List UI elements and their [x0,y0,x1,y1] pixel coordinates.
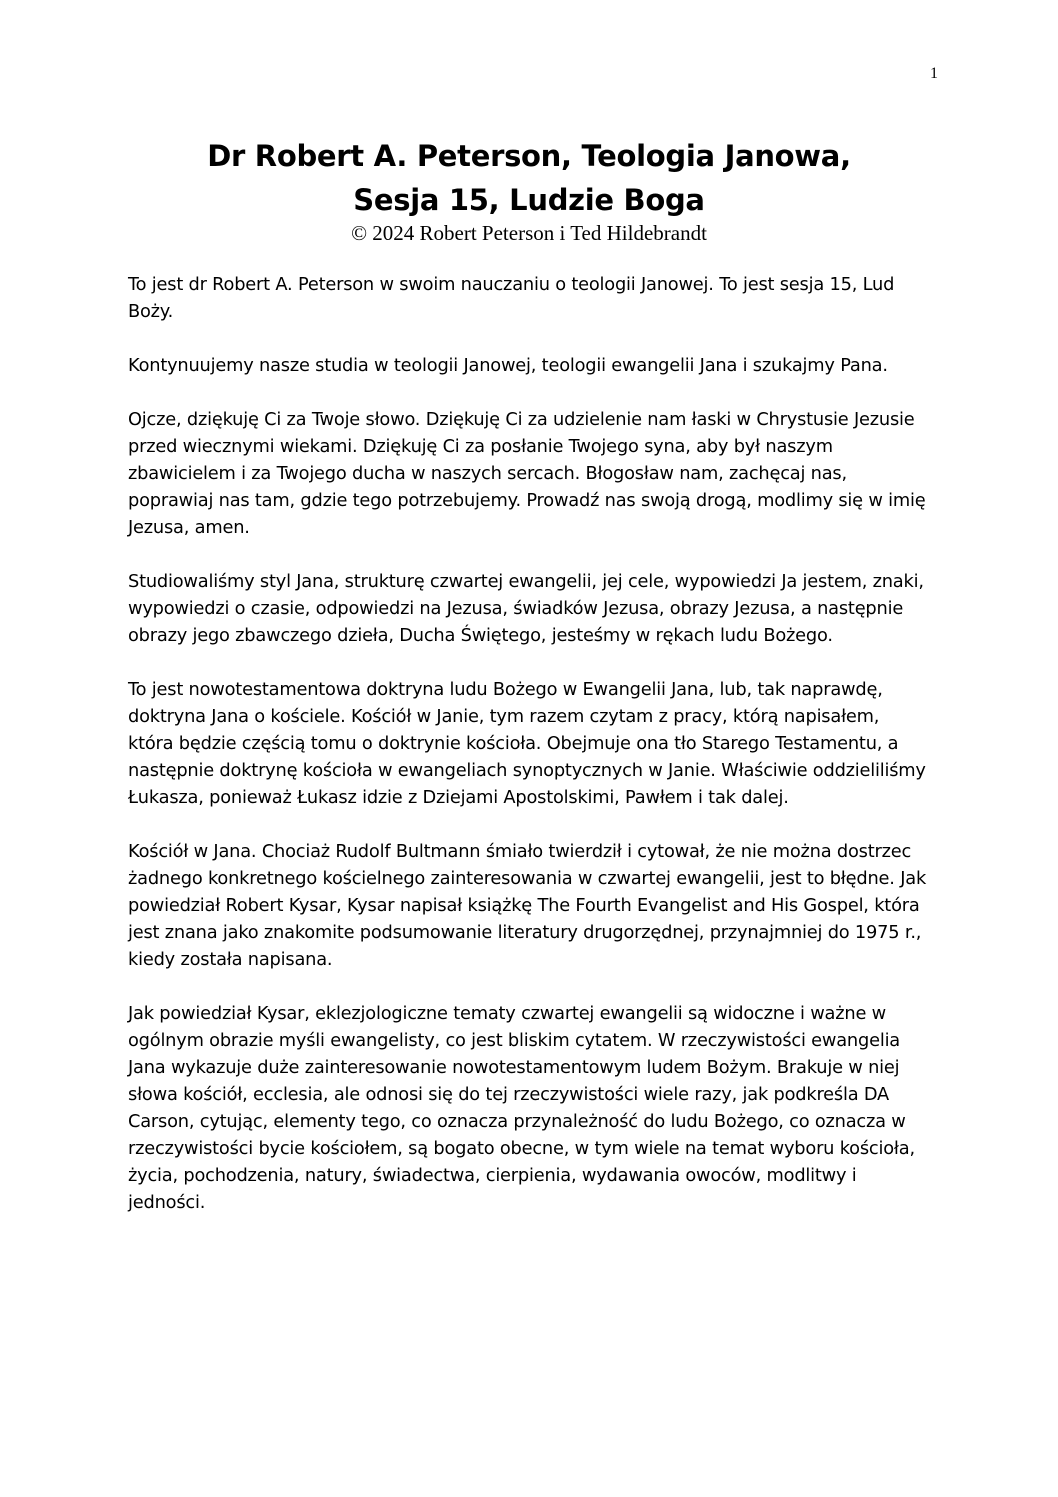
paragraph-church-in-john: Kościół w Jana. Chociaż Rudolf Bultmann śmiało twierdził i cytował, że nie można dostrzec żadnego konkretnego kościelnego zainteresowania w czwartej ewangelii, jest to błędne. Jak powiedział Robert Kysar, Kysar napisał książkę The Fourth Evangelist and His Gospel, która jest znana jako znakomite podsumowanie literatury drugorzędnej, przynajmniej do 1975 r., kiedy została napisana. [128,841,927,970]
page-number: 1 [930,65,938,82]
document-title-line-1: Dr Robert A. Peterson, Teologia Janowa, [207,139,851,173]
paragraph-prayer: Ojcze, dziękuję Ci za Twoje słowo. Dziękuję Ci za udzielenie nam łaski w Chrystusie Jezusie przed wiecznymi wiekami. Dziękuję Ci za posłanie Twojego syna, aby był naszym zbawicielem i za Twojego ducha w naszych sercach. Błogosław nam, zachęcaj nas, poprawiaj nas tam, gdzie tego potrzebujemy. Prowadź nas swoją drogą, modlimy się w imię Jezusa, amen. [128,409,926,538]
copyright-notice: © 2024 Robert Peterson i Ted Hildebrandt [351,221,707,245]
paragraph-intro: To jest dr Robert A. Peterson w swoim nauczaniu o teologii Janowej. To jest sesja 15, Lud Boży. [128,274,895,322]
paragraph-review: Studiowaliśmy styl Jana, strukturę czwartej ewangelii, jej cele, wypowiedzi Ja jestem, znaki, wypowiedzi o czasie, odpowiedzi na Jezusa, świadków Jezusa, obrazy Jezusa, a następnie obrazy jego zbawczego dzieła, Ducha Świętego, jesteśmy w rękach ludu Bożego. [128,571,924,646]
paragraph-doctrine: To jest nowotestamentowa doktryna ludu Bożego w Ewangelii Jana, lub, tak naprawdę, doktryna Jana o kościele. Kościół w Janie, tym razem czytam z pracy, którą napisałem, która będzie częścią tomu o doktrynie kościoła. Obejmuje ona tło Starego Testamentu, a następnie doktrynę kościoła w ewangeliach synoptycznych w Janie. Właściwie oddzieliliśmy Łukasza, ponieważ Łukasz idzie z Dziejami Apostolskimi, Pawłem i tak dalej. [128,679,926,808]
document-body [128,271,928,1243]
paragraph-kysar: Jak powiedział Kysar, eklezjologiczne tematy czwartej ewangelii są widoczne i ważne w ogólnym obrazie myśli ewangelisty, co jest bliskim cytatem. W rzeczywistości ewangelia Jana wykazuje duże zainteresowanie nowotestamentowym ludem Bożym. Brakuje w niej słowa kościół, ecclesia, ale odnosi się do tej rzeczywistości wiele razy, jak podkreśla DA Carson, cytując, elementy tego, co oznacza przynależność do ludu Bożego, co oznacza w rzeczywistości bycie kościołem, są bogato obecne, w tym wiele na temat wyboru kościoła, życia, pochodzenia, natury, świadectwa, cierpienia, wydawania owoców, modlitwy i jedności. [128,1003,915,1213]
title-block [0,134,1058,246]
document-title-line-2: Sesja 15, Ludzie Boga [353,183,705,217]
paragraph-continue: Kontynuujemy nasze studia w teologii Janowej, teologii ewangelii Jana i szukajmy Pana. [128,355,888,376]
